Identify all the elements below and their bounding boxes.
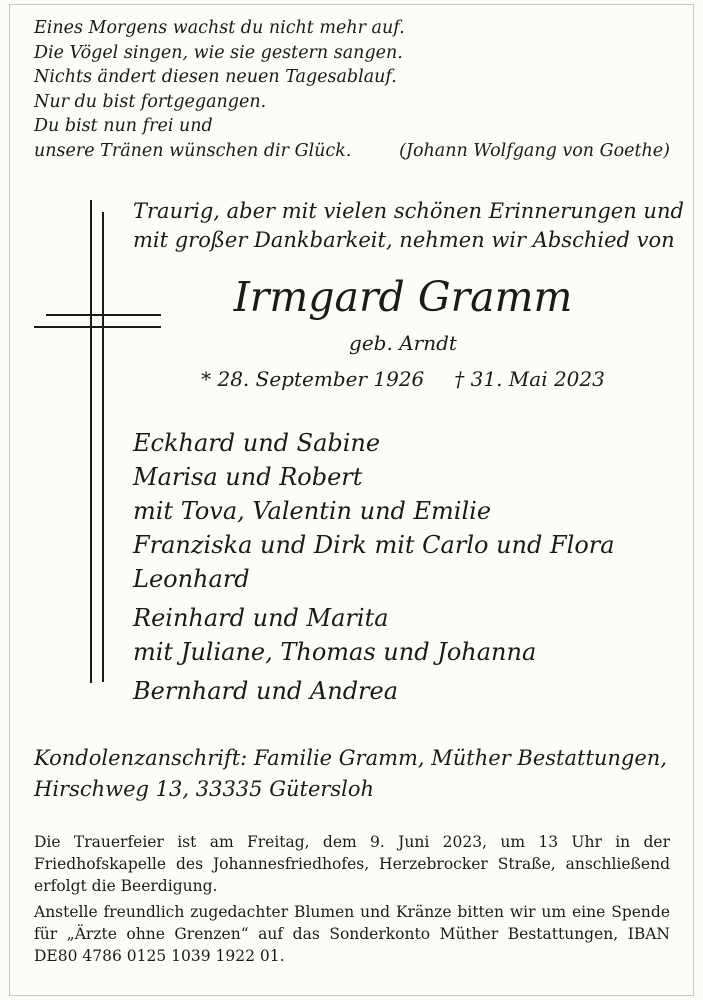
funeral-info: Die Trauerfeier ist am Freitag, dem 9. Juni 2023, um 13 Uhr in der Friedhofskapelle des Johannesfriedhofes, Herzebrocker Straße, anschließend erfolgt die Beerdigung.	[34, 833, 670, 895]
family-line: mit Tova, Valentin und Emilie	[133, 497, 492, 525]
poem-line: Du bist nun frei und	[34, 116, 213, 136]
deceased-name: Irmgard Gramm	[233, 273, 573, 321]
family-list	[133, 426, 678, 713]
poem-line: Eines Morgens wachst du nicht mehr auf.	[34, 18, 405, 38]
family-line: Eckhard und Sabine	[133, 429, 381, 457]
address-line: Hirschweg 13, 33335 Gütersloh	[34, 777, 375, 801]
poem-line: unsere Tränen wünschen dir Glück.	[34, 140, 352, 161]
condolence-address	[34, 743, 674, 805]
death-date: † 31. Mai 2023	[454, 367, 605, 391]
poem-line: Nur du bist fortgegangen.	[34, 91, 267, 112]
cross-vertical-line	[90, 200, 92, 683]
poem-line: Die Vögel singen, wie sie gestern sangen.	[34, 42, 403, 63]
family-group	[133, 601, 678, 669]
life-dates	[133, 366, 673, 392]
maiden-name: geb. Arndt	[349, 331, 457, 355]
intro-text	[133, 197, 684, 255]
family-line: Bernhard und Andrea	[133, 677, 399, 705]
family-line: Reinhard und Marita	[133, 604, 389, 632]
address-line: Kondolenzanschrift: Familie Gramm, Müther Bestattungen,	[34, 746, 668, 770]
birth-date: * 28. September 1926	[201, 367, 425, 391]
donation-info: Anstelle freundlich zugedachter Blumen und Kränze bitten wir um eine Spende für „Ärzte ohne Grenzen“ auf das Sonderkonto Müther Bestattungen, IBAN DE80 4786 0125 1039 1922 01.	[34, 903, 670, 965]
poem	[34, 16, 674, 163]
family-group	[133, 426, 678, 596]
family-line: Franziska und Dirk mit Carlo und Flora	[133, 531, 615, 559]
family-line: Marisa und Robert	[133, 463, 363, 491]
family-group	[133, 674, 678, 708]
intro-line: Traurig, aber mit vielen schönen Erinnerungen und	[133, 199, 684, 223]
poem-line: Nichts ändert diesen neuen Tagesablauf.	[34, 67, 397, 87]
poem-last-line	[34, 139, 674, 164]
intro-line: mit großer Dankbarkeit, nehmen wir Abschied von	[133, 228, 675, 252]
service-notice	[34, 831, 670, 967]
cross-vertical-line	[102, 212, 104, 682]
cross-horizontal-line	[34, 326, 161, 328]
family-line: mit Juliane, Thomas und Johanna	[133, 638, 537, 666]
poem-author: (Johann Wolfgang von Goethe)	[399, 140, 670, 161]
family-line: Leonhard	[133, 565, 250, 593]
